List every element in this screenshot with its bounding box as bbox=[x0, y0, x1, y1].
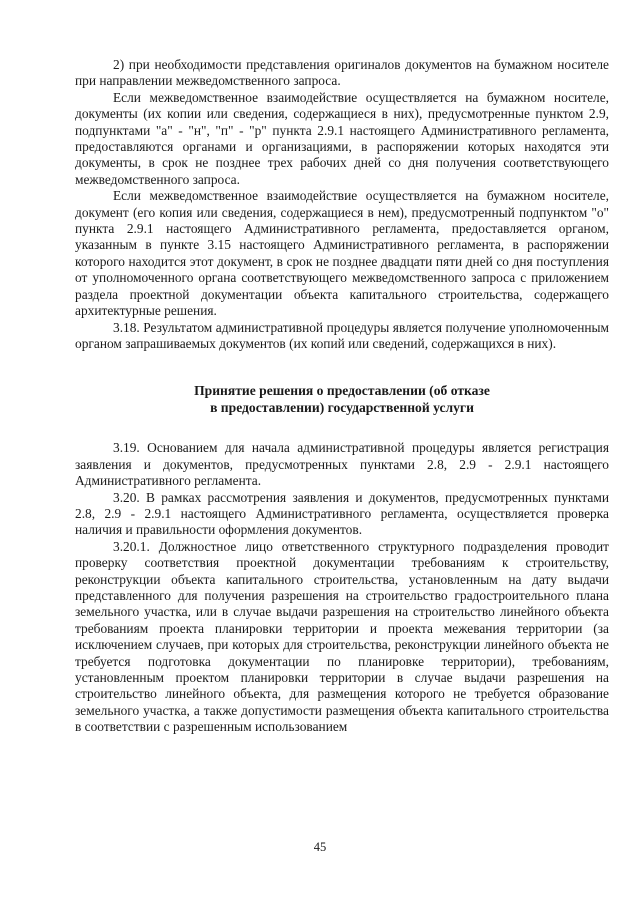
paragraph-paper-exchange-general: Если межведомственное взаимодействие осуществляется на бумажном носителе, документы (их копии или сведения, содержащиеся в них), предусмотренные пунктом 2.9, подпунктами "а" - "н", "п" - "р" пункта 2.9.1 настоящего Административного регламента, предоставляются органами и организациями, в распоряжении которых находятся эти документы, в срок не позднее трех рабочих дней со дня получения соответствующего межведомственного запроса. bbox=[75, 89, 609, 187]
paragraph-3-20-1: 3.20.1. Должностное лицо ответственного структурного подразделения проводит проверку соответствия проектной документации требованиям к строительству, реконструкции объекта капитального строительства, установленным на дату выдачи представленного для получения разрешения на строительство градостроительного плана земельного участка, или в случае выдачи разрешения на строительство линейного объекта требованиям проекта планировки территории и проекта межевания территории (за исключением случаев, при которых для строительства, реконструкции линейного объекта не требуется подготовка документации по планировке территории), требованиям, установленным проектом планировки территории в случае выдачи разрешения на строительство линейного объекта, для размещения которого не требуется образование земельного участка, а также допустимости размещения объекта капитального строительства в соответствии с разрешенным использованием bbox=[75, 538, 609, 735]
paragraph-paper-exchange-subitem-o: Если межведомственное взаимодействие осуществляется на бумажном носителе, документ (его копия или сведения, содержащиеся в нем), предусмотренный подпунктом "о" пункта 2.9.1 настоящего Административного регламента, предоставляется органом, указанным в пункте 3.15 настоящего Административного регламента, в распоряжении которого находится этот документ, в срок не позднее двадцати пяти дней со дня поступления от уполномоченного органа соответствующего межведомственного запроса с приложением раздела проектной документации объекта капитального строительства, содержащего архитектурные решения. bbox=[75, 188, 609, 319]
paragraph-3-18: 3.18. Результатом административной процедуры является получение уполномоченным органом запрашиваемых документов (их копий или сведений, содержащихся в них). bbox=[75, 319, 609, 351]
section-heading bbox=[75, 382, 609, 416]
page-number: 45 bbox=[313, 840, 327, 854]
paragraph-3-19: 3.19. Основанием для начала административной процедуры является регистрация заявления и документов, предусмотренных пунктами 2.8, 2.9 - 2.9.1 настоящего Административного регламента. bbox=[75, 440, 609, 489]
section-heading-line-1: Принятие решения о предоставлении (об отказе bbox=[194, 383, 490, 399]
paragraph-item-2: 2) при необходимости представления оригиналов документов на бумажном носителе при направлении межведомственного запроса. bbox=[75, 57, 609, 89]
document-page bbox=[75, 57, 609, 736]
paragraph-3-20: 3.20. В рамках рассмотрения заявления и документов, предусмотренных пунктами 2.8, 2.9 - 2.9.1 настоящего Административного регламента, осуществляется проверка наличия и правильности оформления документов. bbox=[75, 489, 609, 538]
section-heading-line-2: в предоставлении) государственной услуги bbox=[210, 400, 474, 416]
